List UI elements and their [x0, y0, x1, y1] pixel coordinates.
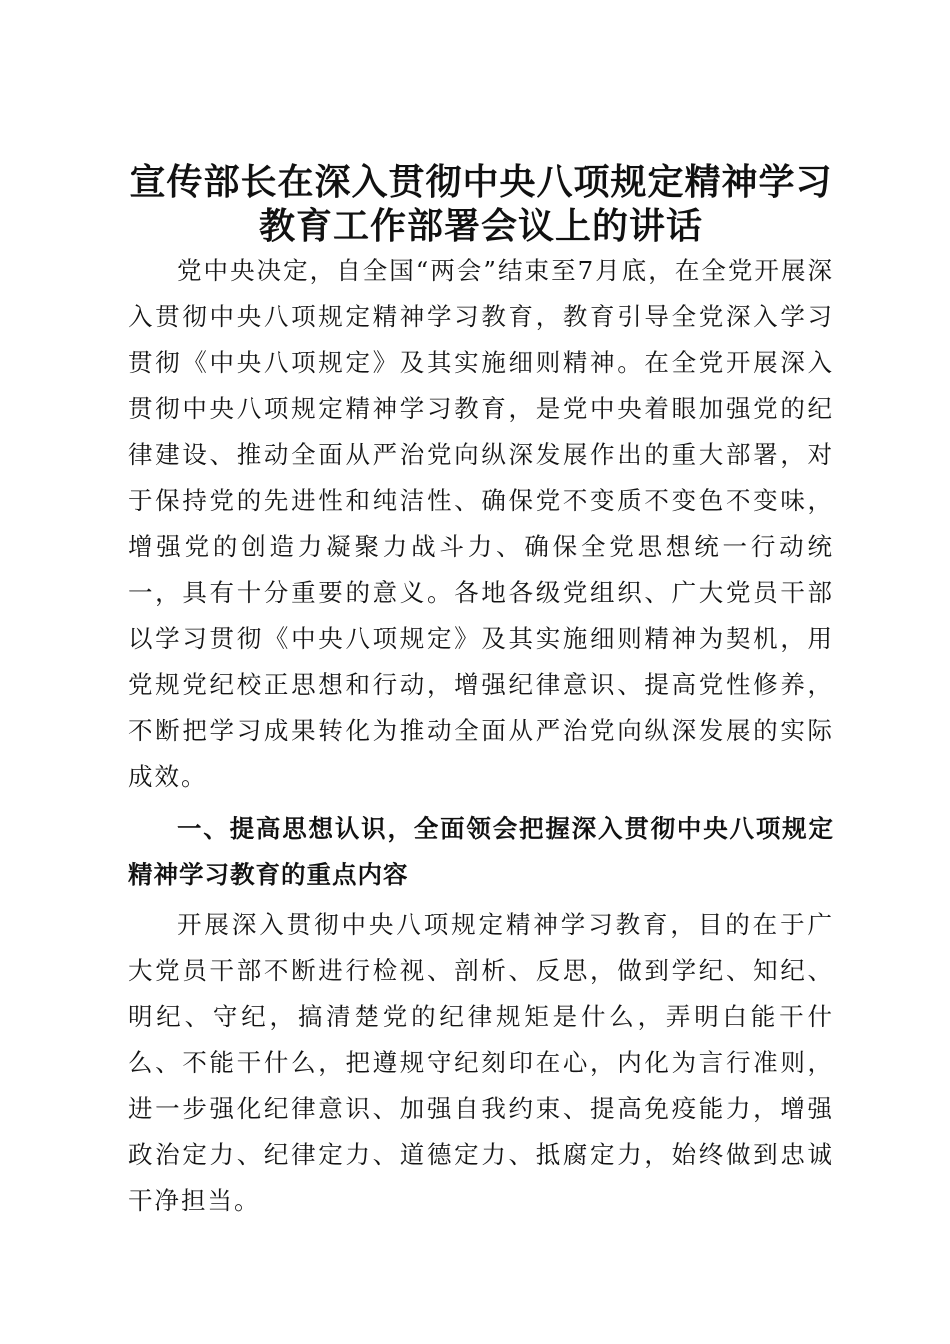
section-1-paragraph: 开展深入贯彻中央八项规定精神学习教育，目的在于广大党员干部不断进行检视、剖析、反思，做到学纪、知纪、明纪、守纪，搞清楚党的纪律规矩是什么，弄明白能干什么、不能干什么，把遵规守纪刻印在心，内化为言行准则，进一步强化纪律意识、加强自我约束、提高免疫能力，增强政治定力、纪律定力、道德定力、抵腐定力，始终做到忠诚干净担当。	[128, 910, 834, 1215]
document-title: 宣传部长在深入贯彻中央八项规定精神学习教育工作部署会议上的讲话	[129, 161, 833, 247]
intro-paragraph: 党中央决定，自全国“两会”结束至7月底，在全党开展深入贯彻中央八项规定精神学习教育，教育引导全党深入学习贯彻《中央八项规定》及其实施细则精神。在全党开展深入贯彻中央八项规定精神学习教育，是党中央着眼加强党的纪律建设、推动全面从严治党向纵深发展作出的重大部署，对于保持党的先进性和纯洁性、确保党不变质不变色不变味，增强党的创造力凝聚力战斗力、确保全党思想统一行动统一，具有十分重要的意义。各地各级党组织、广大党员干部以学习贯彻《中央八项规定》及其实施细则精神为契机，用党规党纪校正思想和行动，增强纪律意识、提高党性修养，不断把学习成果转化为推动全面从严治党向纵深发展的实际成效。	[128, 256, 834, 791]
section-heading-1: 一、提高思想认识，全面领会把握深入贯彻中央八项规定精神学习教育的重点内容	[128, 814, 834, 889]
document-body	[128, 160, 834, 1224]
